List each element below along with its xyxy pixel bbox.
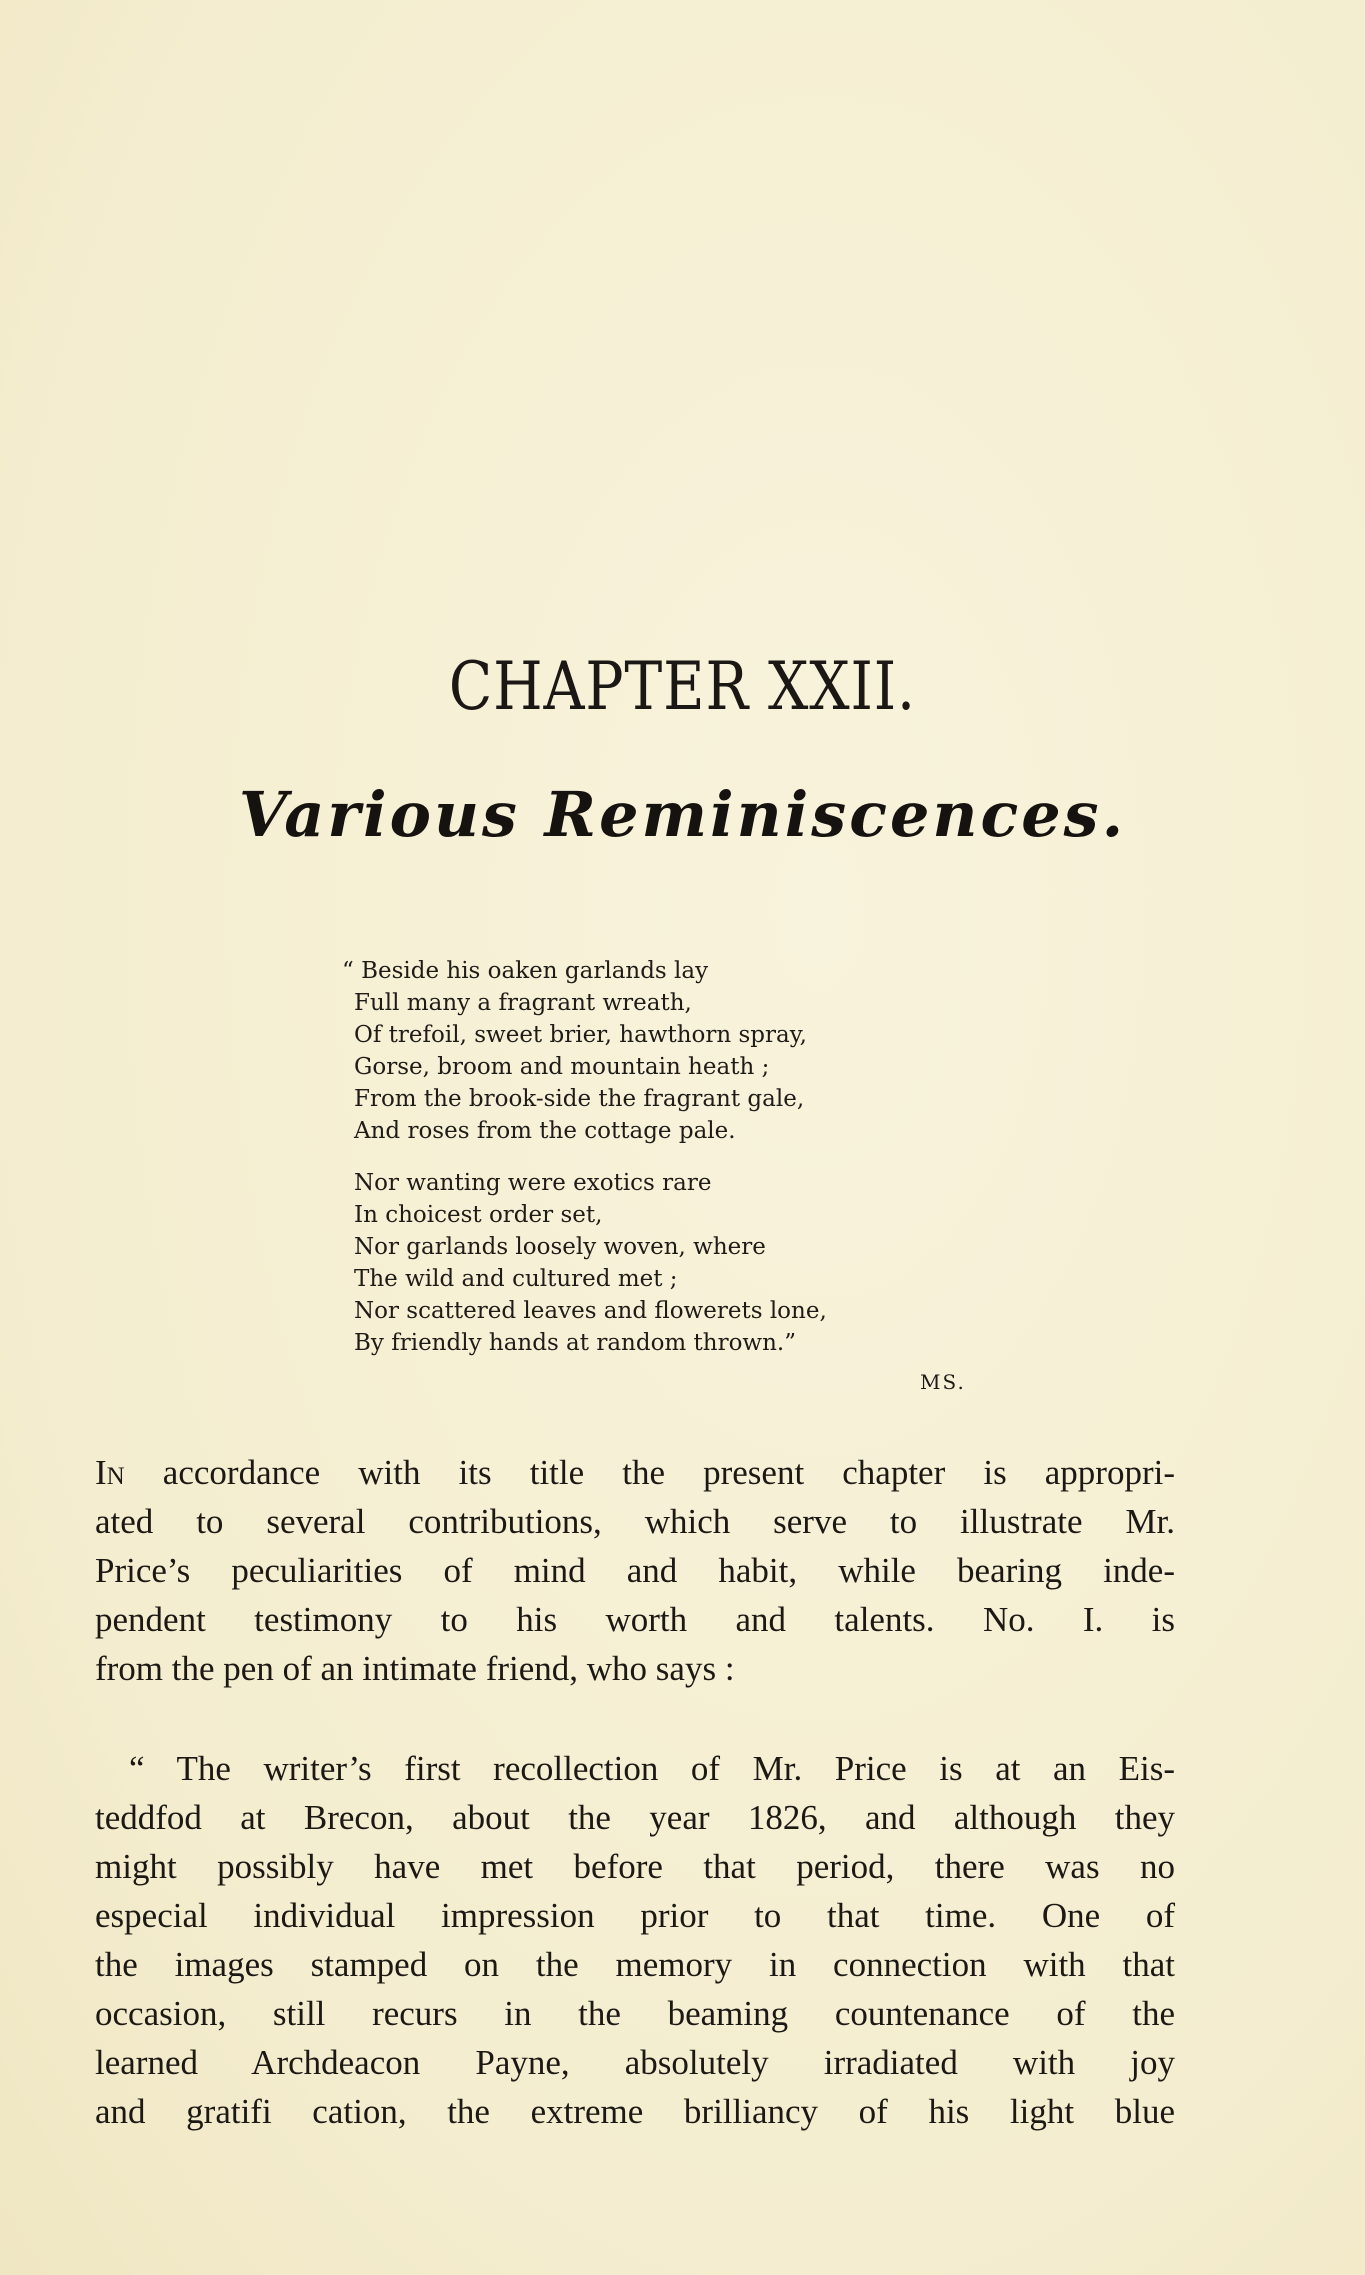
poem-line: Nor garlands loosely woven, where <box>354 1234 766 1260</box>
poem-stanza-1 <box>342 955 974 1147</box>
paragraph-1 <box>95 1448 1175 1693</box>
epigraph-poem <box>342 955 974 1379</box>
paragraph-line: pendent testimony to his worth and talents. No. I. is <box>95 1600 1175 1639</box>
poem-line: From the brook-side the fragrant gale, <box>354 1086 805 1112</box>
paragraph-line: Price’s peculiarities of mind and habit, while bearing inde- <box>95 1551 1175 1590</box>
paragraph-line: from the pen of an intimate friend, who says : <box>95 1649 735 1688</box>
paragraph-line: the images stamped on the memory in connection with that <box>95 1945 1175 1984</box>
poem-line: Of trefoil, sweet brier, hawthorn spray, <box>354 1022 807 1048</box>
chapter-title: CHAPTER XXII. <box>448 648 916 725</box>
paragraph-line: occasion, still recurs in the beaming countenance of the <box>95 1994 1175 2033</box>
chapter-subtitle: Various Reminiscences. <box>238 778 1127 851</box>
paragraph-line: learned Archdeacon Payne, absolutely irradiated with joy <box>95 2043 1175 2082</box>
paragraph-line: and gratifi cation, the extreme brilliancy of his light blue <box>95 2092 1175 2131</box>
paragraph-lead: In <box>95 1453 125 1492</box>
poem-line: The wild and cultured met ; <box>354 1266 678 1292</box>
paragraph-line: teddfod at Brecon, about the year 1826, and although they <box>95 1798 1175 1837</box>
poem-line: In choicest order set, <box>354 1202 603 1228</box>
paragraph-line: especial individual impression prior to that time. One of <box>95 1896 1175 1935</box>
paragraph-line: “ The writer’s first recollection of Mr. Price is at an Eis- <box>129 1749 1175 1788</box>
epigraph-attribution: MS. <box>920 1370 966 1394</box>
poem-line: “ Beside his oaken garlands lay <box>342 958 709 984</box>
poem-line: Nor scattered leaves and flowerets lone, <box>354 1298 827 1324</box>
paragraph-2 <box>95 1744 1175 2136</box>
poem-line: Full many a fragrant wreath, <box>354 990 692 1016</box>
poem-line: Gorse, broom and mountain heath ; <box>354 1054 770 1080</box>
paragraph-line: might possibly have met before that period, there was no <box>95 1847 1175 1886</box>
paragraph-line <box>95 1448 1175 1497</box>
poem-line: By friendly hands at random thrown.” <box>354 1330 796 1356</box>
poem-line: Nor wanting were exotics rare <box>354 1170 712 1196</box>
poem-stanza-2 <box>354 1167 974 1359</box>
paragraph-line: ated to several contributions, which serve to illustrate Mr. <box>95 1502 1175 1541</box>
poem-line: And roses from the cottage pale. <box>354 1118 736 1144</box>
paragraph-line-text: accordance with its title the present chapter is appropri- <box>124 1453 1175 1492</box>
